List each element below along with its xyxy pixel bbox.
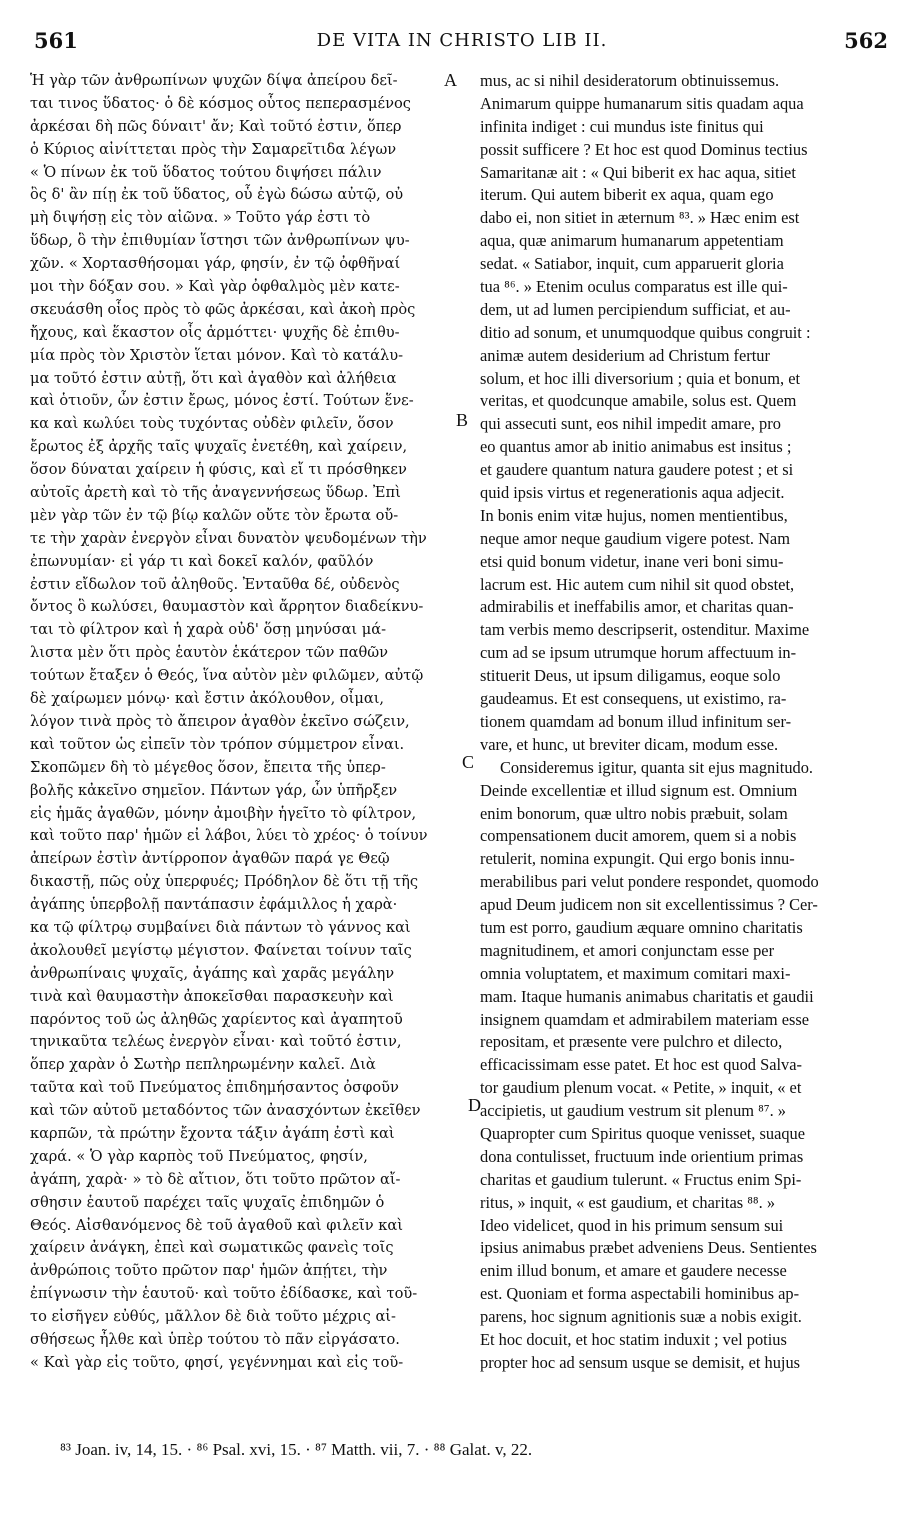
greek-text-line: ται τὸ φίλτρον καὶ ἡ χαρὰ οὐδ' ὅσῃ μηνύσαι μά- xyxy=(30,621,387,639)
greek-text-line: ἤχους, καὶ ἕκαστον οἷς ἁρμόττει· ψυχῆς δὲ ἐπιθυ- xyxy=(30,323,400,341)
greek-text-line: μα τοῦτό ἐστιν αὐτῇ, ὅτι καὶ ἀγαθὸν καὶ ἀλήθεια xyxy=(30,369,397,387)
latin-text-line: tam verbis memo descripserit, ostenditur. Maxime xyxy=(480,620,810,640)
latin-text-line: stituerit Deus, ut ipsum diligamus, eoque solo xyxy=(480,666,781,686)
greek-text-line: ἀγάπη, χαρὰ· » τὸ δὲ αἴτιον, ὅτι τοῦτο πρῶτον αἴ- xyxy=(30,1170,401,1188)
page-number-left: 561 xyxy=(34,28,78,53)
greek-text-line: μοι τὴν δόξαν σου. » Καὶ γὰρ ὀφθαλμὸς μὲν κατε- xyxy=(30,278,400,296)
greek-text-line: ἀγάπης ὑπερβολῇ παντάπασιν ἐφάμιλλος ἡ χαρὰ· xyxy=(30,896,398,914)
latin-text-line: mam. Itaque humanis animabus charitatis et gaudii xyxy=(480,986,814,1006)
greek-text-line: παρόντος τοῦ ὡς ἀληθῶς χαρίεντος καὶ ἀγαπητοῦ xyxy=(30,1010,403,1028)
latin-text-line: lacrum est. Hic autem cum nihil sit quod obstet, xyxy=(480,574,795,594)
greek-text-line: χαίρειν ἀνάγκη, ἐπεὶ καὶ σωματικῶς φανεὶς τοῖς xyxy=(30,1239,394,1257)
greek-text-line: εἰς ἡμᾶς ἀγαθῶν, μόνην ἀμοιβὴν ἡγεῖτο τὸ φίλτρον, xyxy=(30,804,417,822)
latin-text-line: ditio ad sonum, et unumquodque quibus congruit : xyxy=(480,322,811,342)
latin-text-line: insignem quamdam et admirabilem materiam esse xyxy=(480,1009,810,1029)
greek-text-line: λιστα μὲν ὅτι πρὸς ἑαυτὸν ἑκάτερον τῶν παθῶν xyxy=(30,644,389,662)
greek-text-line: Ἡ γὰρ τῶν ἀνθρωπίνων ψυχῶν δίψα ἀπείρου δεῖ- xyxy=(30,72,398,89)
latin-text-line: eo quantus amor ab initio animabus est insitus ; xyxy=(480,437,792,457)
greek-text-line: ταῦτα καὶ τοῦ Πνεύματος ἐπιδημήσαντος ὀσφοῦν xyxy=(30,1079,399,1097)
greek-text-line: ἀκολουθεῖ μεγίστῳ μέγιστον. Φαίνεται τοίνυν ταῖς xyxy=(30,941,412,959)
latin-text-line: sedat. « Satiabor, inquit, cum apparuerit gloria xyxy=(480,254,784,274)
greek-text-line: καὶ τῶν αὐτοῦ μεταδόντος τῶν ἀνασχόντων ἐκεῖθεν xyxy=(30,1102,421,1120)
latin-text-line: admirabilis et ineffabilis amor, et charitas quan- xyxy=(480,597,794,617)
greek-text-line: ὄντος ὃ κωλύσει, θαυμαστὸν καὶ ἄρρητον διαδείκνυ- xyxy=(30,598,424,616)
latin-text-line: In bonis enim vitæ hujus, nomen mentientibus, xyxy=(480,505,788,525)
latin-text-line: merabilibus pari velut pondere respondet, quomodo xyxy=(480,872,819,892)
latin-text-line: iterum. Qui autem biberit ex aqua, quam ego xyxy=(480,185,774,205)
greek-text-line: σθήσεως ἦλθε καὶ ὑπὲρ τούτου τὸ πᾶν εἰργάσατο. xyxy=(30,1330,400,1348)
greek-text-line: ἐπίγνωσιν τὴν ἑαυτοῦ· καὶ τοῦτο ἐδίδασκε, καὶ τοῦ- xyxy=(30,1285,418,1303)
greek-text-line: ἐστιν εἴδωλον τοῦ ἀληθοῦς. Ἐνταῦθα δέ, οὐδενὸς xyxy=(30,575,400,593)
greek-text-line: ὃς δ' ἂν πίῃ ἐκ τοῦ ὕδατος, οὗ ἐγὼ δώσω αὐτῷ, οὐ xyxy=(30,186,404,204)
latin-text-line: Quapropter cum Spiritus quoque venisset, suaque xyxy=(480,1123,806,1143)
latin-text-line: Samaritanæ ait : « Qui biberit ex hac aqua, sitiet xyxy=(480,162,796,182)
greek-text-line: ἀνθρώποις τοῦτο πρῶτον παρ' ἡμῶν ἀπῄτει, τὴν xyxy=(30,1262,388,1280)
latin-text-line: charitas et gaudium tulerunt. « Fructus enim Spi- xyxy=(480,1169,802,1189)
latin-text-line: Deinde excellentiæ et illud signum est. Omnium xyxy=(480,780,798,800)
latin-text-line: parens, hoc signum agnitionis suæ a nobis exigit. xyxy=(480,1307,802,1327)
greek-text-line: βολῆς κἀκεῖνο σημεῖον. Πάντων γάρ, ὧν ὑπῆρξεν xyxy=(30,781,398,799)
greek-text-line: ἀνθρωπίναις ψυχαῖς, ἀγάπης καὶ χαρᾶς μεγάλην xyxy=(30,964,395,982)
greek-text-line: μία πρὸς τὸν Χριστὸν ἵεται μόνον. Καὶ τὸ κατάλυ- xyxy=(30,346,404,364)
latin-text-line: Ideo videlicet, quod in his primum sensum sui xyxy=(480,1215,784,1235)
latin-text-line: tua ⁸⁶. » Etenim oculus comparatus est ille qui- xyxy=(480,277,788,297)
greek-text-line: τε τὴν χαρὰν ἐνεργὸν εἶναι δυνατὸν ψευδομένων τὴν xyxy=(30,529,427,547)
greek-text-line: μὴ διψήσῃ εἰς τὸν αἰῶνα. » Τοῦτο γάρ ἐστι τὸ xyxy=(30,209,371,227)
greek-text-line: Θεός. Αἰσθανόμενος δὲ τοῦ ἀγαθοῦ καὶ φιλεῖν καὶ xyxy=(30,1216,403,1234)
page-header xyxy=(0,28,924,58)
latin-text-line: Animarum quippe humanarum sitis quadam aqua xyxy=(480,93,804,113)
latin-text-line: dem, ut ad lumen percipiendum sufficiat, et au- xyxy=(480,299,791,319)
section-marker-c: C xyxy=(462,752,475,772)
greek-text-line: ὕδωρ, ὃ τὴν ἐπιθυμίαν ἵστησι τῶν ἀνθρωπίνων ψυ- xyxy=(30,232,410,250)
latin-text-line: cum ad se ipsum utrumque horum affectuum in- xyxy=(480,643,797,663)
greek-text-line: χαρά. « Ὁ γὰρ καρπὸς τοῦ Πνεύματος, φησίν, xyxy=(30,1147,368,1165)
latin-text-line: apud Deum judicem non sit excellentissimus ? Cer- xyxy=(480,895,818,915)
latin-text-line: dabo ei, non sitiet in æternum ⁸³. » Hæc enim est xyxy=(480,208,800,228)
greek-text-line: σθησιν ἑαυτοῦ παρέχει ταῖς ψυχαῖς ἐπιδημῶν ὁ xyxy=(30,1193,385,1211)
greek-text-line: σκευάσθη οἷος πρὸς τὸ φῶς ἀρκέσαι, καὶ ἀκοὴ πρὸς xyxy=(30,300,416,318)
latin-text-line: aqua, quæ animarum humanarum appetentiam xyxy=(480,231,784,251)
latin-text-line: omnia voluptatem, et maximum comitari maxi- xyxy=(480,963,791,983)
latin-text-line: ritus, » inquit, « est gaudium, et charitas ⁸⁸. » xyxy=(480,1192,776,1212)
latin-text-line: efficacissimam esse patet. Et hoc est quod Salva- xyxy=(480,1055,802,1075)
greek-text-line: « Καὶ γὰρ εἰς τοῦτο, φησί, γεγέννημαι καὶ εἰς τοῦ- xyxy=(30,1353,404,1371)
greek-text-line: ἐπωνυμίαν· εἰ γάρ τι καὶ δοκεῖ καλόν, φαῦλόν xyxy=(30,552,374,570)
latin-text-line: tionem quamdam ad bonum illud infinitum ser- xyxy=(480,711,792,731)
greek-text-line: καὶ τοῦτον ὡς εἰπεῖν τὸν τρόπον σύμμετρον εἶναι. xyxy=(30,735,405,753)
greek-text-line: δικαστῇ, πῶς οὐχ ὑπερφυές; Πρόδηλον δὲ ὅτι τῇ τῆς xyxy=(30,873,419,891)
greek-text-line: ὅσον δύναται χαίρειν ἡ φύσις, καὶ εἴ τι πρόσθηκεν xyxy=(30,461,407,479)
greek-text-line: τηνικαῦτα τελέως ἐνεργὸν εἶναι· καὶ τοῦτό ἐστιν, xyxy=(30,1033,402,1051)
greek-text-line: ἀρκέσαι δὴ πῶς δύναιτ' ἄν; Καὶ τοῦτό ἐστιν, ὅπερ xyxy=(30,117,402,135)
latin-text-line: mus, ac si nihil desideratorum obtinuissemus. xyxy=(480,71,780,90)
latin-column xyxy=(480,70,892,1375)
greek-text-line: το εἰσῆγεν εὐθύς, μᾶλλον δὲ διὰ τοῦτο μέχρις αἰ- xyxy=(30,1308,396,1326)
greek-text-line: λόγον τινὰ πρὸς τὸ ἄπειρον ἀγαθὸν ἐκεῖνο σώζειν, xyxy=(30,712,410,730)
greek-text-line: ὁ Κύριος αἰνίττεται πρὸς τὴν Σαμαρεῖτιδα λέγων xyxy=(30,140,397,158)
latin-text-line: dona contulisset, fructuum inde orientium primas xyxy=(480,1146,804,1166)
greek-text-line: ται τινος ὕδατος· ὁ δὲ κόσμος οὗτος πεπερασμένος xyxy=(30,94,411,112)
greek-text-line: χῶν. « Χορτασθήσομαι γάρ, φησίν, ἐν τῷ ὀφθῆναί xyxy=(30,255,401,273)
latin-text-line: magnitudinem, et amori conjunctam esse per xyxy=(480,940,775,960)
latin-text-line: propter hoc ad sensum usque se demisit, et hujus xyxy=(480,1352,801,1372)
latin-text-line: ipsius animabus præbet adveniens Deus. Sentientes xyxy=(480,1238,817,1258)
greek-text-line: καὶ τοῦτο παρ' ἡμῶν εἰ λάβοι, λύει τὸ χρέος· ὁ τοίνυν xyxy=(30,827,428,845)
latin-text-line: quid ipsis virtus et regenerationis aqua adjecit. xyxy=(480,483,785,503)
latin-text-line: et gaudere quantum natura gaudere potest ; et si xyxy=(480,460,794,480)
greek-text-line: ἔρωτος ἐξ ἀρχῆς ταῖς ψυχαῖς ἐνετέθη, καὶ χαίρειν, xyxy=(30,438,408,456)
latin-text-line: tor gaudium plenum vocat. « Petite, » inquit, « et xyxy=(480,1078,802,1098)
greek-text-line: κα καὶ κωλύει τοὺς τυχόντας οὐδὲν φιλεῖν, ὅσον xyxy=(30,415,394,433)
greek-text-line: δὲ χαίρωμεν μόνῳ· καὶ ἔστιν ἀκόλουθον, οἶμαι, xyxy=(30,690,385,708)
latin-text-line: qui assecuti sunt, eos nihil impedit amare, pro xyxy=(480,414,781,434)
greek-text-line: Σκοπῶμεν δὴ τὸ μέγεθος ὅσον, ἔπειτα τῆς ὑπερ- xyxy=(30,758,386,776)
greek-text-line: κα τῷ φίλτρῳ συμβαίνει διὰ πάντων τὸ γάννος καὶ xyxy=(30,918,411,936)
latin-text-line: vare, et hunc, ut breviter dicam, modum esse. xyxy=(480,734,779,754)
running-title: DE VITA IN CHRISTO LIB II. xyxy=(316,30,608,51)
section-marker-a: A xyxy=(444,70,457,90)
latin-text-line: animæ autem desiderium ad Christum fertur xyxy=(480,345,770,365)
section-marker-d: D xyxy=(468,1095,481,1115)
latin-text-line: compensationem ducit amorem, quem si a nobis xyxy=(480,826,797,846)
latin-text-line: gaudeamus. Et est consequens, ut existimo, ra- xyxy=(480,689,787,709)
latin-text-line: Consideremus igitur, quanta sit ejus magnitudo. xyxy=(500,757,814,777)
greek-text-line: μὲν γὰρ τῶν ἐν τῷ βίῳ καλῶν οὔτε τὸν ἔρωτα οὔ- xyxy=(30,506,399,524)
latin-text-line: solum, et hoc illi diversorium ; quia et bonum, et xyxy=(480,368,801,388)
latin-text-line: accipietis, ut gaudium vestrum sit plenum ⁸⁷. » xyxy=(480,1101,786,1121)
latin-text-line: infinita indiget : cui mundus iste finitus qui xyxy=(480,116,764,136)
greek-text-line: « Ὁ πίνων ἐκ τοῦ ὕδατος τούτου διψήσει πάλιν xyxy=(30,163,382,181)
latin-text-line: neque amor neque gaudium vigere potest. Nam xyxy=(480,528,790,548)
latin-text-line: etsi quid bonum videtur, inane veri boni simu- xyxy=(480,551,784,571)
latin-text-line: est. Quoniam et forma aspectabili hominibus ap- xyxy=(480,1284,800,1304)
greek-text-line: τούτων ἔταξεν ὁ Θεός, ἵνα αὐτὸν μὲν φιλῶμεν, αὐτῷ xyxy=(30,667,424,685)
greek-text-line: καρπῶν, τὰ πρώτην ἔχοντα τάξιν ἀγάπη ἐστὶ καὶ xyxy=(30,1124,395,1142)
latin-text-line: tum est porro, gaudium æquare omnino charitatis xyxy=(480,917,803,937)
latin-text-line: veritas, et quodcunque amabile, solus est. Quem xyxy=(480,391,797,411)
latin-text-line: Et hoc docuit, et hoc statim induxit ; vel potius xyxy=(480,1329,787,1349)
page-number-right: 562 xyxy=(844,28,888,53)
latin-text-line: enim bonorum, quæ ultro nobis præbuit, solam xyxy=(480,803,788,823)
greek-text-line: αὐτοῖς ἀρετὴ καὶ τὸ τῆς ἀναγεννήσεως ὕδωρ. Ἐπὶ xyxy=(30,484,401,502)
greek-text-line: καὶ ὁτιοῦν, ὧν ἐστιν ἔρως, μόνος ἐστί. Τούτων ἕνε- xyxy=(30,392,414,410)
greek-text-line: τινὰ καὶ θαυμαστὴν ἀποκεῖσθαι παρασκευὴν καὶ xyxy=(30,987,394,1005)
greek-text-line: ἀπείρων ἐστὶν ἀντίρροπον ἀγαθῶν παρά γε Θεῷ xyxy=(30,850,390,868)
footnotes: ⁸³ Joan. iv, 14, 15. · ⁸⁶ Psal. xvi, 15. · ⁸⁷ Matth. vii, 7. · ⁸⁸ Galat. v, 22. xyxy=(60,1440,533,1459)
section-marker-b: B xyxy=(456,410,469,430)
greek-column xyxy=(30,70,462,1375)
latin-text-line: retulerit, nomina expungit. Qui ergo bonis innu- xyxy=(480,849,795,869)
greek-text-line: ὅπερ χαρὰν ὁ Σωτὴρ πεπληρωμένην καλεῖ. Διὰ xyxy=(30,1056,376,1074)
latin-text-line: possit sufficere ? Et hoc est quod Dominus tectius xyxy=(480,139,808,159)
latin-text-line: enim illud bonum, et amare et gaudere necesse xyxy=(480,1261,787,1281)
latin-text-line: repositam, et præsente vere pulchro et dilecto, xyxy=(480,1032,783,1052)
